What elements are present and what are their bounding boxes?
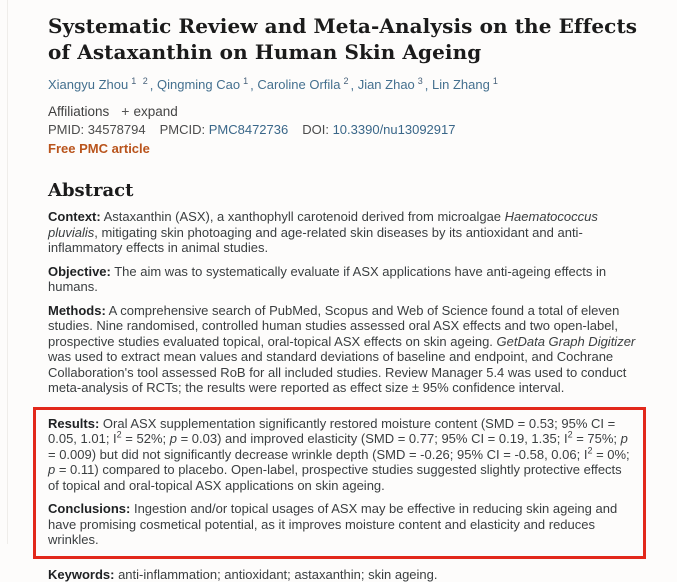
- abstract-paragraph-results: [48, 416, 635, 494]
- paragraph-text-results: Oral ASX supplementation significantly restored moisture content (SMD = 0.53; 95% CI = 0.05, 1.01; $I^2 = 52\%$; p = 0.03) and improved elasticity (SMD = 0.77; 95% CI = 0.19, 1.35; $I^2 = 75\%$; p = 0.009) but did not significantly decrease wrinkle depth (SMD = -0.26; 95% CI = -0.58, 0.06; $I^2 = 0\%$; p = 0.11) compared to placebo. Open-label, prospective studies suggested slightly protective effects of topical and oral-topical ASX applications on skin ageing.: [48, 415, 630, 493]
- author-link[interactable]: Lin Zhang $^1$: [432, 76, 500, 93]
- pmcid-label: PMCID:: [159, 122, 206, 138]
- paragraph-text-conclusions: Ingestion and/or topical usages of ASX may be effective in reducing skin ageing and have promising cosmetical potential, as it improves moisture content and elasticity and reduces wrinkles.: [48, 501, 618, 548]
- author-separator: ,: [250, 77, 258, 93]
- pmid-value: 34578794: [87, 122, 146, 138]
- doi-link[interactable]: 10.3390/nu13092917: [332, 122, 456, 138]
- doi-group: [302, 122, 455, 137]
- author-affiliation-superscript: 2: [343, 76, 351, 86]
- author-affiliation-superscript: 1 2: [131, 76, 150, 86]
- author-link[interactable]: Jian Zhao $^3$: [357, 76, 425, 93]
- author-link[interactable]: Caroline Orfila $^2$: [257, 76, 351, 93]
- authors-line: [48, 73, 644, 93]
- identifiers-row: [48, 122, 644, 137]
- photo-edge-strip: [0, 0, 8, 544]
- red-annotation-box: [33, 407, 646, 559]
- paragraph-label-context: Context:: [48, 209, 101, 225]
- author-affiliation-superscript: 1: [243, 76, 251, 86]
- keywords-line: [48, 567, 644, 582]
- paragraph-label-results: Results:: [48, 415, 100, 431]
- article-abstract-page: [48, 0, 644, 582]
- paragraph-text-objective: The aim was to systematically evaluate if ASX applications have anti-ageing effects in humans.: [48, 263, 607, 295]
- abstract-paragraph-context: [48, 209, 644, 256]
- author-separator: ,: [350, 77, 358, 93]
- author-affiliation-superscript: 3: [417, 76, 425, 86]
- affiliations-row: [48, 103, 644, 119]
- author-affiliation-superscript: 1: [492, 76, 500, 86]
- keywords-text: anti-inflammation; antioxidant; astaxanthin; skin ageing.: [114, 566, 438, 582]
- author-separator: ,: [424, 77, 433, 93]
- abstract-heading: Abstract: [48, 180, 134, 202]
- abstract-paragraph-conclusions: [48, 501, 635, 548]
- paragraph-text-context: Astaxanthin (ASX), a xanthophyll carotenoid derived from microalgae Haematococcus pluvialis, mitigating skin photoaging and age-related skin diseases by its antioxidant and anti-inflammatory effects in animal studies.: [48, 209, 598, 256]
- pmid-group: [48, 122, 146, 137]
- free-pmc-article-link[interactable]: Free PMC article: [48, 141, 150, 157]
- pmid-label: PMID:: [48, 122, 85, 138]
- paragraph-label-methods: Methods:: [48, 302, 106, 318]
- affiliations-label: Affiliations: [48, 104, 110, 120]
- pmcid-link[interactable]: PMC8472736: [208, 122, 289, 138]
- author-link[interactable]: Qingming Cao $^1$: [156, 76, 251, 93]
- plus-icon: +: [121, 103, 130, 120]
- author-separator: ,: [149, 77, 157, 93]
- affiliations-expand-button[interactable]: [121, 103, 177, 119]
- keywords-label: Keywords:: [48, 566, 115, 582]
- doi-label: DOI:: [302, 122, 329, 138]
- expand-label: expand: [133, 104, 178, 120]
- paragraph-text-methods: A comprehensive search of PubMed, Scopus and Web of Science found a total of eleven studies. Nine randomised, controlled human studies assessed oral ASX effects and two open-label, prospective studies evaluated topical, oral-topical ASX effects on skin ageing. GetData Graph Digitizer was used to extract mean values and standard deviations of baseline and endpoint, and Cochrane Collaboration's tool assessed RoB for all included studies. Review Manager 5.4 was used to conduct meta-analysis of RCTs; the results were reported as effect size ± 95% confidence interval.: [48, 302, 636, 396]
- paragraph-label-objective: Objective:: [48, 263, 111, 279]
- author-link[interactable]: Xiangyu Zhou $^{1 2}$: [48, 76, 150, 93]
- abstract-paragraph-objective: [48, 264, 644, 295]
- page-title: Systematic Review and Meta-Analysis on the Effects of Astaxanthin on Human Skin Ageing: [48, 14, 638, 64]
- abstract-paragraph-methods: [48, 303, 644, 396]
- paragraph-label-conclusions: Conclusions:: [48, 501, 131, 517]
- pmcid-group: [160, 122, 289, 137]
